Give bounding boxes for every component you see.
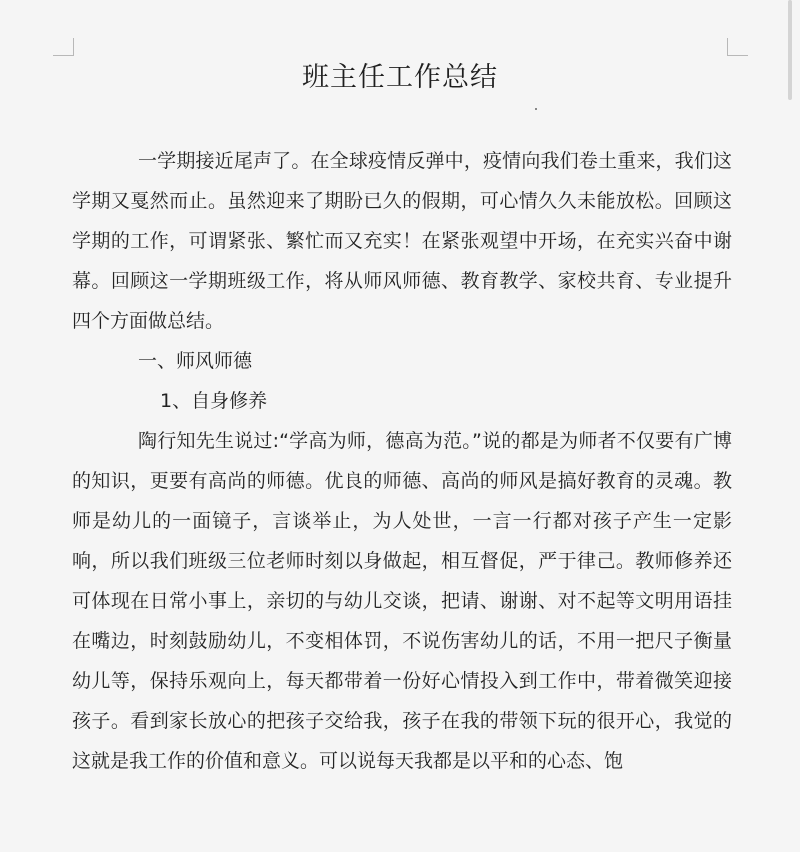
cursor-dot bbox=[535, 108, 537, 110]
document-title: 班主任工作总结 bbox=[302, 62, 498, 93]
page-corner-marker-top-right bbox=[727, 38, 748, 56]
intro-paragraph: 一学期接近尾声了。在全球疫情反弹中，疫情向我们卷土重来，我们这学期又戛然而止。虽然迎来了期盼已久的假期，可心情久久未能放松。回顾这学期的工作，可谓紧张、繁忙而又充实！在紧张观望中开场，在充实兴奋中谢幕。回顾这一学期班级工作，将从师风师德、教育教学、家校共育、专业提升四个方面做总结。 bbox=[72, 150, 732, 332]
body-paragraph: 陶行知先生说过:“学高为师，德高为范。”说的都是为师者不仅要有广博的知识，更要有高尚的师德。优良的师德、高尚的师风是搞好教育的灵魂。教师是幼儿的一面镜子，言谈举止，为人处世，一言一行都对孩子产生一定影响，所以我们班级三位老师时刻以身做起，相互督促，严于律己。教师修养还可体现在日常小事上，亲切的与幼儿交谈，把请、谢谢、对不起等文明用语挂在嘴边，时刻鼓励幼儿，不变相体罚，不说伤害幼儿的话，不用一把尺子衡量幼儿等，保持乐观向上，每天都带着一份好心情投入到工作中，带着微笑迎接孩子。看到家长放心的把孩子交给我，孩子在我的带领下玩的很开心，我觉的这就是我工作的价值和意义。可以说每天我都是以平和的心态、饱 bbox=[72, 430, 732, 772]
section-heading: 一、师风师德 bbox=[138, 350, 253, 372]
page-corner-marker-top-left bbox=[53, 38, 74, 56]
subsection-heading: 1、自身修养 bbox=[160, 390, 268, 412]
document-body bbox=[72, 141, 732, 781]
